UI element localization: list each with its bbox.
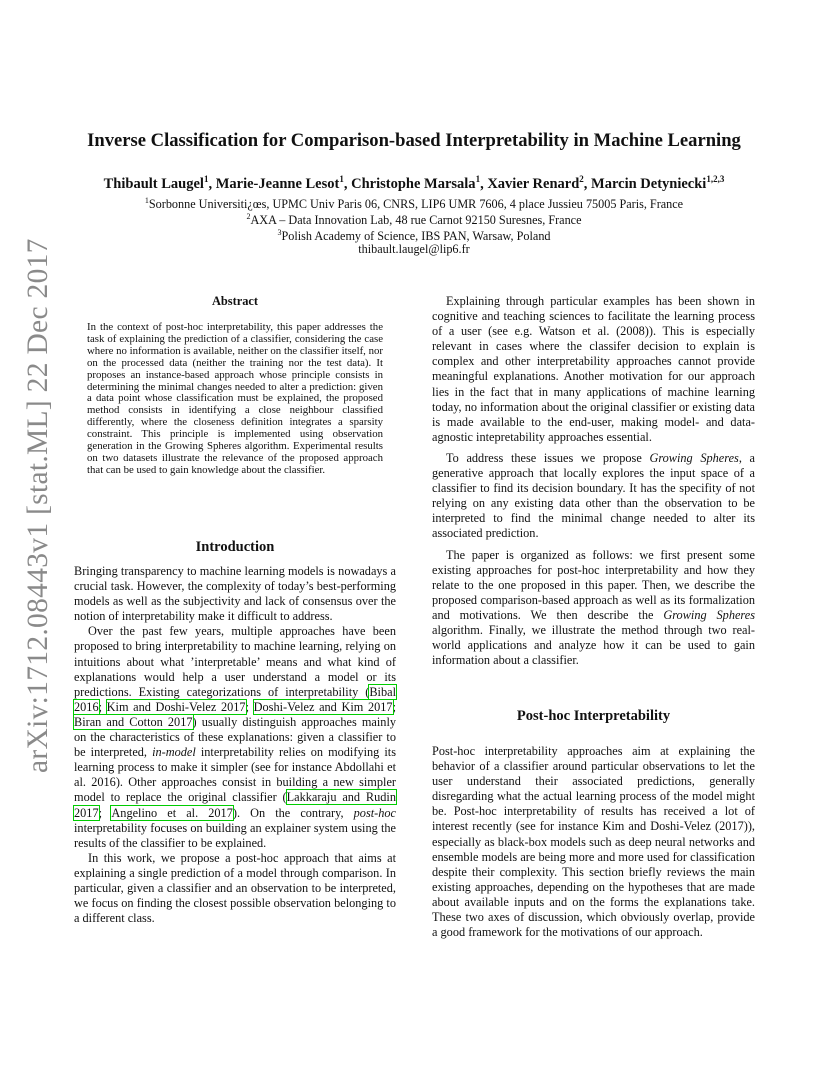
intro-paragraph-2: Over the past few years, multiple approaches have been proposed to bring interpretability to machine learning, relying on intuitions about what ’interpretable’ means and what kind of explanations would help a user understand a model or its predictions. Existing categorizations of interpretability (Bibal 2016; Kim and Doshi-Velez 2017; Doshi-Velez and Kim 2017; Biran and Cotton 2017) usually distinguish approaches mainly on the characteristics of these explanations: given a classifier to be interpreted, in-model interpretability relies on modifying its learning process to make it simpler (see for instance Abdollahi et al. 2016). Other approaches consist in building a new simpler model to replace the original classifier (Lakkaraju and Rudin 2017; Angelino et al. 2017). On the contrary, post-hoc interpretability focuses on building an explainer system using the results of the classifier to be explained. [74, 624, 397, 850]
right-column-top [432, 294, 755, 668]
right-column-bottom [432, 744, 755, 940]
author-affil-mark: 1,2,3 [706, 174, 725, 184]
citation-link[interactable]: Kim and Doshi-Velez 2017 [106, 699, 246, 714]
citation-link[interactable]: Bibal 2016 [74, 684, 396, 714]
left-column [74, 564, 396, 926]
citation-link[interactable]: Angelino et al. 2017 [111, 805, 233, 820]
affil-text: AXA – Data Innovation Lab, 48 rue Carnot 92150 Suresnes, France [250, 213, 582, 228]
arxiv-stamp: arXiv:1712.08443v1 [stat.ML] 22 Dec 2017 [22, 238, 54, 773]
affil-mark: 1 [144, 196, 149, 205]
affil-text: Polish Academy of Science, IBS PAN, Warsaw, Poland [281, 229, 551, 244]
citation-link[interactable]: Doshi-Velez and Kim 2017 [253, 699, 393, 714]
affil-mark: 3 [277, 228, 282, 237]
paper-title: Inverse Classification for Comparison-based Interpretability in Machine Learning [87, 130, 741, 151]
introduction-heading: Introduction [195, 539, 275, 555]
author-name: Marcin Detyniecki [591, 175, 707, 192]
author-list: Thibault Laugel$^1$, Marie-Jeanne Lesot$^1$, Christophe Marsala$^1$, Xavier Renard$^2$, Marcin Detyniecki$^{1,2,3}$ [103, 174, 725, 192]
author-email: thibault.laugel@lip6.fr [358, 242, 470, 256]
author-name: Thibault Laugel [103, 175, 204, 192]
right-paragraph-2: To address these issues we propose Growing Spheres, a generative approach that locally explores the input space of a classifier to find its decision boundary. It has the specifity of not relying on any existing data other than the observation to be interpreted to find the minimal change needed to alter its associated prediction. [432, 450, 755, 541]
author-affil-mark: 1 [203, 174, 209, 184]
author-affil-mark: 1 [475, 174, 481, 184]
affil-mark: 2 [246, 212, 251, 221]
right-paragraph-1: Explaining through particular examples has been shown in cognitive and teaching sciences to facilitate the learning process of a user (see e.g. Watson et al. (2008)). This is especially relevant in cases where the classifer decision to explain is complex and other interpretability approaches cannot provide meaningful explanations. Another motivation for our approach lies in the fact that in many applications of machine learning today, no information about the original classifier or existing data is made available to the end-user, making model- and data-agnostic intepretability approaches essential. [432, 294, 755, 444]
abstract-text: In the context of post-hoc interpretability, this paper addresses the task of explaining the prediction of a classifier, considering the case where no information is available, neither on the classifier itself, nor on the processed data (neither the training nor the test data). It proposes an instance-based approach whose principle consists in determining the minimal changes needed to alter a prediction: given a data point whose classification must be explained, the proposed method consists in identifying a close neighbour classified differently, where the closeness definition integrates a sparsity constraint. This principle is implemented using observation generation in the Growing Spheres algorithm. Experimental results on two datasets illustrate the relevance of the proposed approach that can be used to gain knowledge about the classifier. [87, 321, 383, 476]
affil-text: Sorbonne Universiti¿œs, UPMC Univ Paris 06, CNRS, LIP6 UMR 7606, 4 place Jussieu 75005 Paris, France [148, 197, 684, 212]
intro-paragraph-3: In this work, we propose a post-hoc approach that aims at explaining a single prediction of a model through comparison. In particular, given a classifier and an observation to be interpreted, we focus on finding the closest possible observation belonging to a different class. [74, 850, 396, 926]
intro-paragraph-1: Bringing transparency to machine learning models is nowadays a crucial task. However, the complexity of today’s best-performing models as well as the subjectivity and lack of consensus over the notion of interpretability make it difficult to address. [74, 564, 396, 624]
author-name: Christophe Marsala [351, 175, 476, 192]
citation-link[interactable]: Lakkaraju and Rudin 2017 [74, 790, 396, 820]
abstract-heading: Abstract [211, 294, 259, 308]
citation-link[interactable]: Biran and Cotton 2017 [74, 714, 193, 729]
right-paragraph-3: The paper is organized as follows: we first present some existing approaches for post-hoc interpretability and how they relate to the one proposed in this paper. Then, we describe the proposed comparison-based approach as well as its formalization and motivations. We then describe the Growing Spheres algorithm. Finally, we illustrate the method through two real-world applications and analyze how it can be used to gain information about a classifier. [432, 547, 755, 668]
posthoc-heading: Post-hoc Interpretability [516, 708, 671, 724]
posthoc-paragraph: Post-hoc interpretability approaches aim at explaining the behavior of a classifier around particular observations to let the user understand their associated predictions, generally disregarding what the actual learning process of the model might be. Post-hoc interpretability of results has received a lot of interest recently (see for instance Kim and Doshi-Velez (2017)), especially as black-box models such as deep neural networks and ensemble models are being more and more used for classification despite their complexity. This section briefly reviews the main existing approaches, depending on the hypotheses that are made about available inputs and on the forms the explanations take. These two axes of discussion, which obviously overlap, provide a good framework for the motivations of our approach. [432, 744, 755, 940]
author-name: Marie-Jeanne Lesot [215, 175, 340, 192]
author-affil-mark: 2 [579, 174, 584, 184]
author-name: Xavier Renard [487, 175, 580, 192]
author-affil-mark: 1 [339, 174, 344, 184]
